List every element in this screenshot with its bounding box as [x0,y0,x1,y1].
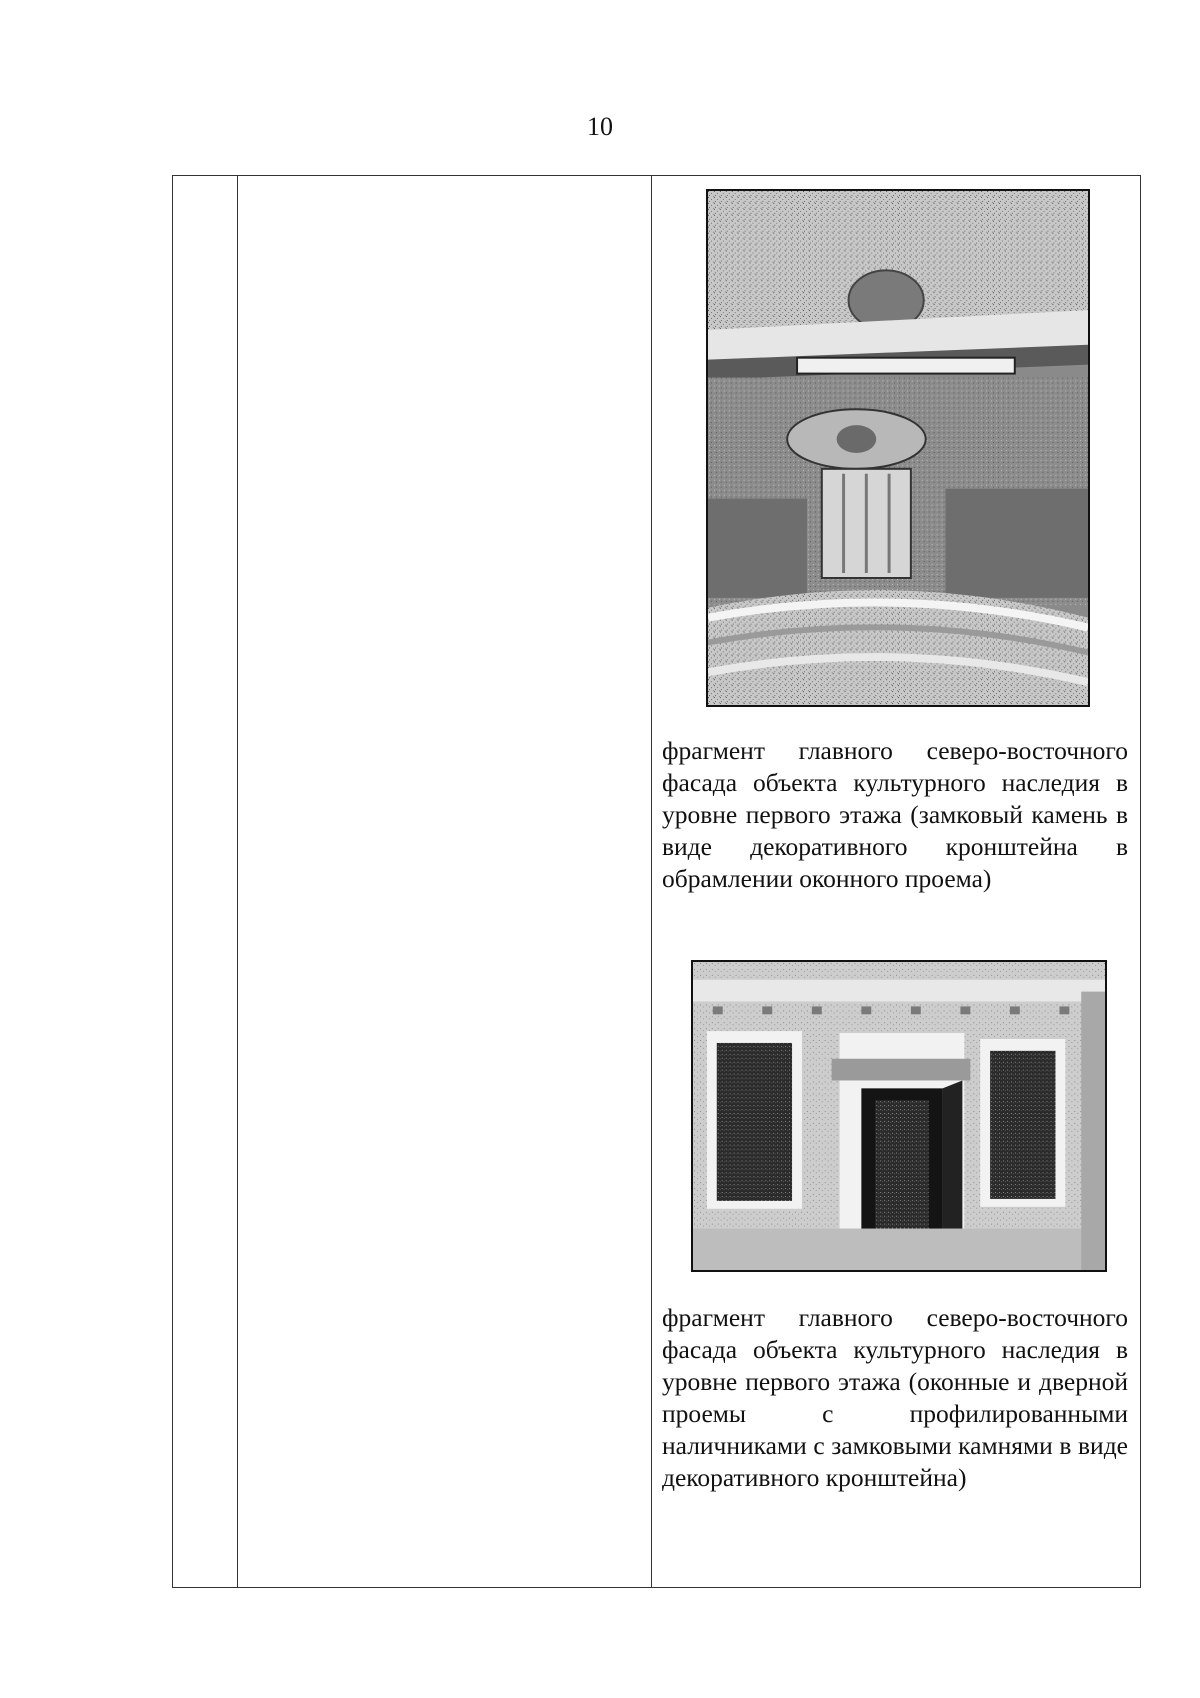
table-column-divider-2 [651,176,652,1587]
table-column-divider-1 [237,176,238,1587]
page-number: 10 [587,112,613,141]
storefront-caption: фрагмент главного северо-восточного фасада объекта культурного наследия в уровне первого этажа (оконные и дверной проемы с профилированными наличниками с замковыми камнями в виде декоративного кронштейна) [662,1303,1128,1492]
keystone-bracket-caption: фрагмент главного северо-восточного фасада объекта культурного наследия в уровне первого этажа (замковый камень в виде декоративного кронштейна в обрамлении оконного проема) [662,736,1128,893]
keystone-bracket-photo [706,189,1090,707]
storefront-windows-door-photo [691,960,1107,1272]
